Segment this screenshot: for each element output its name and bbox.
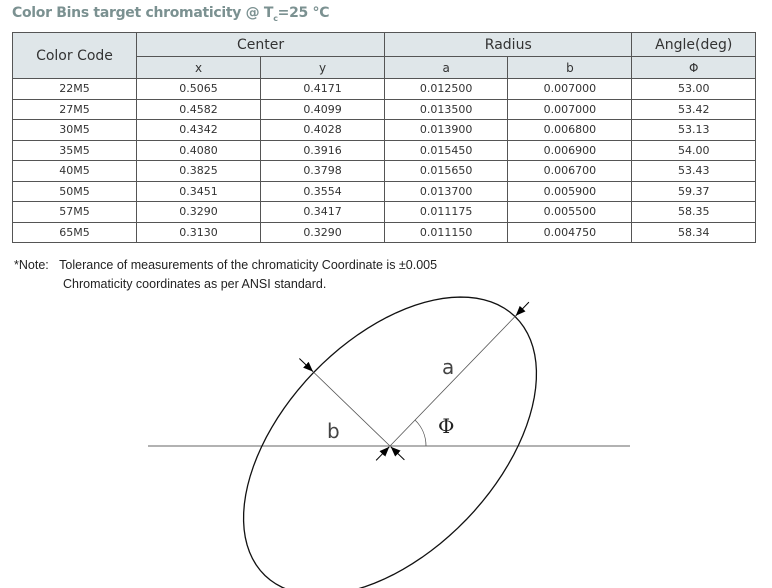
note-label: *Note:	[14, 258, 49, 272]
cell-angle: 58.34	[632, 222, 756, 243]
header-b: b	[508, 57, 632, 79]
cell-angle: 53.00	[632, 79, 756, 100]
cell-y: 0.3798	[261, 161, 385, 182]
header-phi: Φ	[632, 57, 756, 79]
cell-y: 0.3554	[261, 181, 385, 202]
header-angle: Angle(deg)	[632, 33, 756, 57]
cell-x: 0.3290	[137, 202, 261, 223]
center-arrow-bottom	[391, 447, 405, 460]
cell-y: 0.3290	[261, 222, 385, 243]
cell-angle: 59.37	[632, 181, 756, 202]
center-arrow-left	[376, 447, 389, 461]
label-a: a	[442, 355, 455, 379]
cell-a: 0.015450	[385, 140, 508, 161]
cell-b: 0.006700	[508, 161, 632, 182]
cell-angle: 53.13	[632, 120, 756, 141]
cell-b: 0.007000	[508, 79, 632, 100]
cell-color-code: 40M5	[13, 161, 137, 182]
cell-color-code: 35M5	[13, 140, 137, 161]
label-phi: Φ	[438, 414, 455, 438]
cell-a: 0.013500	[385, 99, 508, 120]
cell-a: 0.013900	[385, 120, 508, 141]
cell-color-code: 30M5	[13, 120, 137, 141]
cell-angle: 54.00	[632, 140, 756, 161]
header-x: x	[137, 57, 261, 79]
cell-y: 0.4171	[261, 79, 385, 100]
ellipse	[244, 297, 537, 588]
cell-x: 0.4342	[137, 120, 261, 141]
cell-b: 0.006800	[508, 120, 632, 141]
cell-x: 0.4080	[137, 140, 261, 161]
cell-x: 0.3130	[137, 222, 261, 243]
cell-a: 0.011150	[385, 222, 508, 243]
minor-axis-line	[314, 372, 390, 446]
header-color-code: Color Code	[13, 33, 137, 79]
cell-color-code: 50M5	[13, 181, 137, 202]
cell-angle: 58.35	[632, 202, 756, 223]
cell-x: 0.5065	[137, 79, 261, 100]
note-line-2: Chromaticity coordinates as per ANSI standard.	[63, 277, 327, 291]
cell-a: 0.015650	[385, 161, 508, 182]
cell-a: 0.013700	[385, 181, 508, 202]
angle-arc	[415, 420, 426, 446]
cell-a: 0.012500	[385, 79, 508, 100]
page-title: Color Bins target chromaticity @ $T_c=25$ °C	[12, 5, 330, 23]
cell-b: 0.006900	[508, 140, 632, 161]
cell-angle: 53.43	[632, 161, 756, 182]
cell-angle: 53.42	[632, 99, 756, 120]
header-a: a	[385, 57, 508, 79]
label-b: b	[327, 419, 340, 443]
cell-color-code: 65M5	[13, 222, 137, 243]
cell-a: 0.011175	[385, 202, 508, 223]
cell-x: 0.3825	[137, 161, 261, 182]
b-arrow-outer	[299, 358, 313, 371]
header-radius: Radius	[385, 33, 632, 57]
cell-y: 0.3417	[261, 202, 385, 223]
cell-b: 0.007000	[508, 99, 632, 120]
cell-x: 0.4582	[137, 99, 261, 120]
cell-color-code: 22M5	[13, 79, 137, 100]
a-arrow-outer	[516, 302, 529, 316]
cell-y: 0.3916	[261, 140, 385, 161]
cell-color-code: 27M5	[13, 99, 137, 120]
cell-b: 0.005900	[508, 181, 632, 202]
header-y: y	[261, 57, 385, 79]
cell-x: 0.3451	[137, 181, 261, 202]
note-line-1: Tolerance of measurements of the chromaticity Coordinate is ±0.005	[59, 258, 438, 272]
cell-b: 0.004750	[508, 222, 632, 243]
cell-y: 0.4099	[261, 99, 385, 120]
cell-b: 0.005500	[508, 202, 632, 223]
cell-y: 0.4028	[261, 120, 385, 141]
cell-color-code: 57M5	[13, 202, 137, 223]
header-center: Center	[137, 33, 385, 57]
